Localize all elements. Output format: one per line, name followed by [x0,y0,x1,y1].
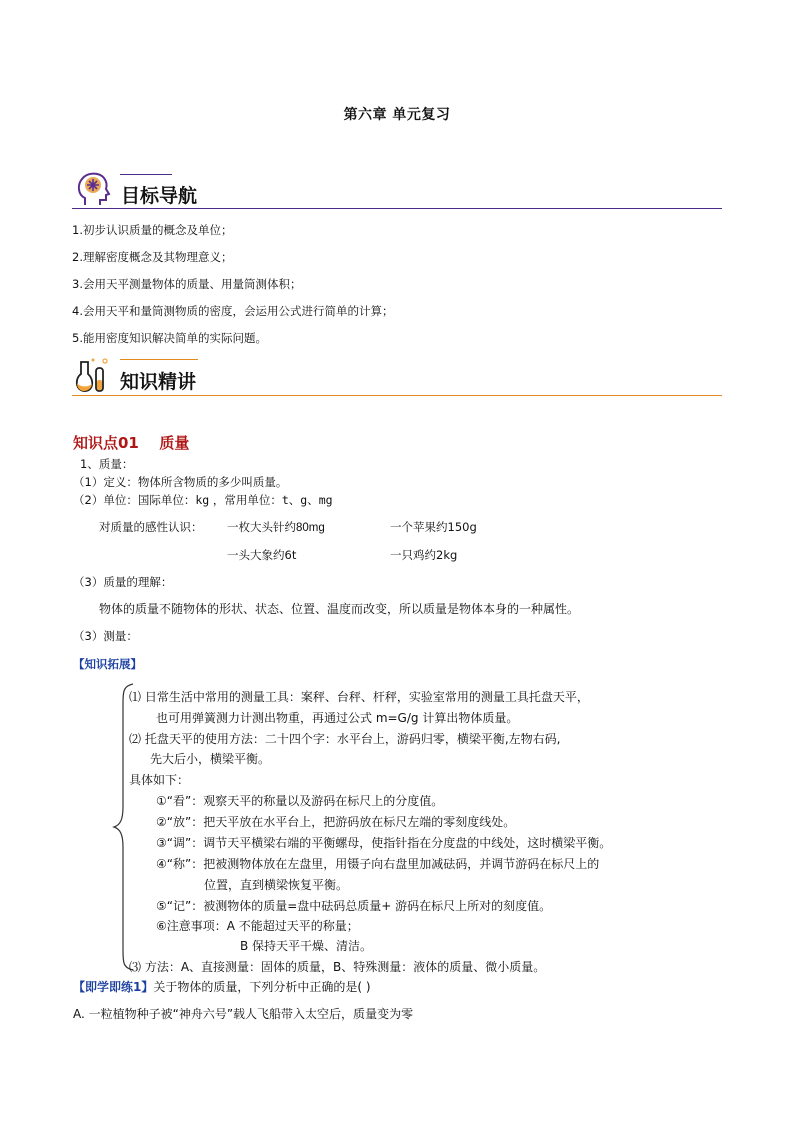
extension-step-adjust: ③“调”：调节天平横梁右端的平衡螺母，使指针指在分度盘的中线处，这时横梁平衡。 [156,836,612,850]
sense-apple: 一个苹果约150g [390,520,477,534]
unit-common: t、g、mg [281,493,333,507]
section1-underline [72,208,722,209]
head-brain-icon [73,169,113,209]
unit-mid: ，常用单位： [212,493,282,507]
extension-step-place: ②“放”：把天平放在水平台上，把游码放在标尺左端的零刻度线处。 [156,815,516,829]
extension-line-1: ⑴ 日常生活中常用的测量工具：案秤、台秤、杆秤，实验室常用的测量工具托盘天平， [129,690,589,704]
extension-step-weigh: ④“称”：把被测物体放在左盘里，用镊子向右盘里加减砝码，并调节游码在标尺上的 [156,857,600,871]
unit-si: kg [195,493,210,507]
practice-question-line [73,978,371,995]
section1-top-line [120,174,172,175]
section2-title: 知识精讲 [120,371,197,393]
extension-label: 【知识拓展】 [73,657,142,671]
page-title: 第六章 单元复习 [343,107,451,123]
left-brace [111,682,135,972]
practice-question: 关于物体的质量，下列分析中正确的是( ) [153,980,371,994]
mass-units [73,492,333,508]
mass-understanding-text: 物体的质量不随物体的形状、状态、位置、温度而改变，所以质量是物体本身的一种属性。 [99,602,580,616]
extension-line-2: 也可用弹簧测力计测出物重，再通过公式 m=G/g 计算出物体质量。 [156,711,519,725]
goal-5: 5.能用密度知识解决简单的实际问题。 [72,331,267,345]
sense-chicken: 一只鸡约2kg [390,548,458,562]
knowledge-point-name: 质量 [159,434,190,452]
unit-prefix: （2）单位：国际单位： [73,493,196,507]
practice-label: 【即学即练1】 [73,980,154,994]
extension-method: ⑶ 方法：A、直接测量：固体的质量，B、特殊测量：液体的质量、微小质量。 [129,960,546,974]
mass-definition: （1）定义：物体所含物质的多少叫质量。 [73,475,288,489]
knowledge-point-title [73,432,189,453]
mass-measurement: （3）测量： [73,629,138,643]
goal-2: 2.理解密度概念及其物理意义； [72,250,233,264]
sense-label: 对质量的感性认识： [99,520,203,534]
sense-pin: 一枚大头针约80mg [227,522,325,534]
section2-top-line [120,359,198,360]
extension-step-look: ①“看”：观察天平的称量以及游码在标尺上的分度值。 [156,794,444,808]
extension-step-record: ⑤“记”：被测物体的质量=盘中砝码总质量+ 游码在标尺上所对的刻度值。 [156,899,552,913]
section2-underline [72,395,722,396]
section1-title: 目标导航 [121,185,198,207]
goal-4: 4.会用天平和量筒测物质的密度，会运用公式进行简单的计算； [72,304,394,318]
mass-understanding: （3）质量的理解： [73,575,173,589]
extension-notes-a: ⑥注意事项：A 不能超过天平的称量； [156,919,359,933]
flask-icon [72,356,114,394]
goal-3: 3.会用天平测量物体的质量、用量筒测体积； [72,277,302,291]
goal-1: 1.初步认识质量的概念及单位； [72,223,233,237]
extension-line-5: 具体如下： [129,773,190,787]
extension-line-3: ⑵ 托盘天平的使用方法：二十四个字：水平台上，游码归零，横梁平衡,左物右码, [129,732,561,746]
sense-elephant: 一头大象约6t [227,548,297,562]
knowledge-point-label: 知识点01 [73,434,139,452]
extension-line-4: 先大后小，横梁平衡。 [150,752,271,766]
extension-step-weigh-cont: 位置，直到横梁恢复平衡。 [204,878,349,892]
extension-notes-b: B 保持天平干燥、清洁。 [240,939,373,953]
mass-heading: 1、质量： [80,457,134,471]
practice-option-a: A. 一粒植物种子被“神舟六号”载人飞船带入太空后，质量变为零 [73,1007,414,1021]
